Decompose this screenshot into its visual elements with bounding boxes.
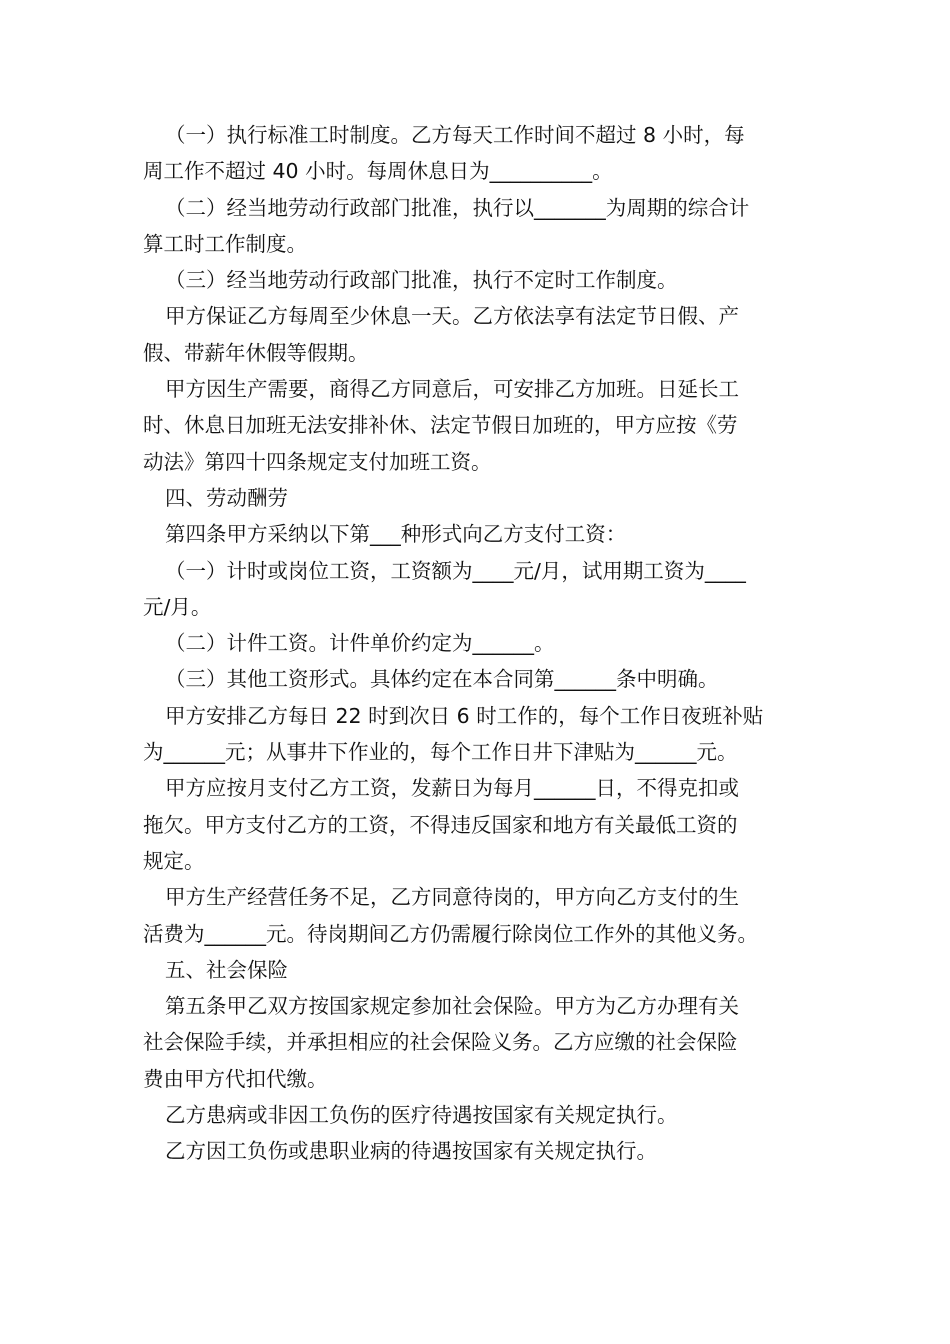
paragraph-line: 元/月。 bbox=[143, 594, 212, 619]
paragraph-line: （一）执行标准工时制度。乙方每天工作时间不超过 8 小时，每 bbox=[165, 123, 745, 147]
paragraph-line: （二）计件工资。计件单价约定为______。 bbox=[165, 631, 555, 656]
paragraph-line: 甲方因生产需要，商得乙方同意后，可安排乙方加班。日延长工 bbox=[165, 377, 739, 402]
paragraph-line: 第四条甲方采纳以下第___种形式向乙方支付工资： bbox=[165, 522, 627, 547]
paragraph-line: 算工时工作制度。 bbox=[143, 231, 307, 256]
document-body bbox=[143, 117, 807, 1170]
paragraph-line: 甲方保证乙方每周至少休息一天。乙方依法享有法定节日假、产 bbox=[165, 304, 739, 329]
paragraph-line: 假、带薪年休假等假期。 bbox=[143, 340, 369, 365]
paragraph-line: 社会保险手续，并承担相应的社会保险义务。乙方应缴的社会保险 bbox=[143, 1030, 738, 1055]
paragraph-line: （二）经当地劳动行政部门批准，执行以_______为周期的综合计 bbox=[165, 195, 750, 220]
paragraph-line: 费由甲方代扣代缴。 bbox=[143, 1066, 328, 1091]
paragraph-line: （三）经当地劳动行政部门批准，执行不定时工作制度。 bbox=[165, 268, 678, 293]
paragraph-line: 为______元；从事井下作业的，每个工作日井下津贴为______元。 bbox=[143, 740, 738, 765]
section-heading: 五、社会保险 bbox=[165, 957, 288, 982]
paragraph-line: 第五条甲乙双方按国家规定参加社会保险。甲方为乙方办理有关 bbox=[165, 994, 739, 1019]
paragraph-line: 规定。 bbox=[143, 848, 205, 873]
paragraph-line: 甲方应按月支付乙方工资，发薪日为每月______日，不得克扣或 bbox=[165, 776, 739, 801]
paragraph-line: 乙方因工负伤或患职业病的待遇按国家有关规定执行。 bbox=[165, 1139, 657, 1164]
paragraph-line: 活费为______元。待岗期间乙方仍需履行除岗位工作外的其他义务。 bbox=[143, 921, 758, 946]
paragraph-line: 拖欠。甲方支付乙方的工资，不得违反国家和地方有关最低工资的 bbox=[143, 812, 738, 837]
section-heading: 四、劳动酬劳 bbox=[165, 485, 288, 510]
paragraph-line: 乙方患病或非因工负伤的医疗待遇按国家有关规定执行。 bbox=[165, 1103, 678, 1128]
paragraph-line: （三）其他工资形式。具体约定在本合同第______条中明确。 bbox=[165, 667, 719, 692]
paragraph-line: （一）计时或岗位工资，工资额为____元/月，试用期工资为____ bbox=[165, 558, 746, 583]
paragraph-line: 甲方生产经营任务不足，乙方同意待岗的，甲方向乙方支付的生 bbox=[165, 885, 739, 910]
paragraph-line: 周工作不超过 40 小时。每周休息日为__________。 bbox=[143, 159, 613, 184]
paragraph-line: 时、休息日加班无法安排补休、法定节假日加班的，甲方应按《劳 bbox=[143, 413, 738, 438]
paragraph-line: 甲方安排乙方每日 22 时到次日 6 时工作的，每个工作日夜班补贴 bbox=[165, 703, 764, 728]
paragraph-line: 动法》第四十四条规定支付加班工资。 bbox=[143, 449, 492, 474]
